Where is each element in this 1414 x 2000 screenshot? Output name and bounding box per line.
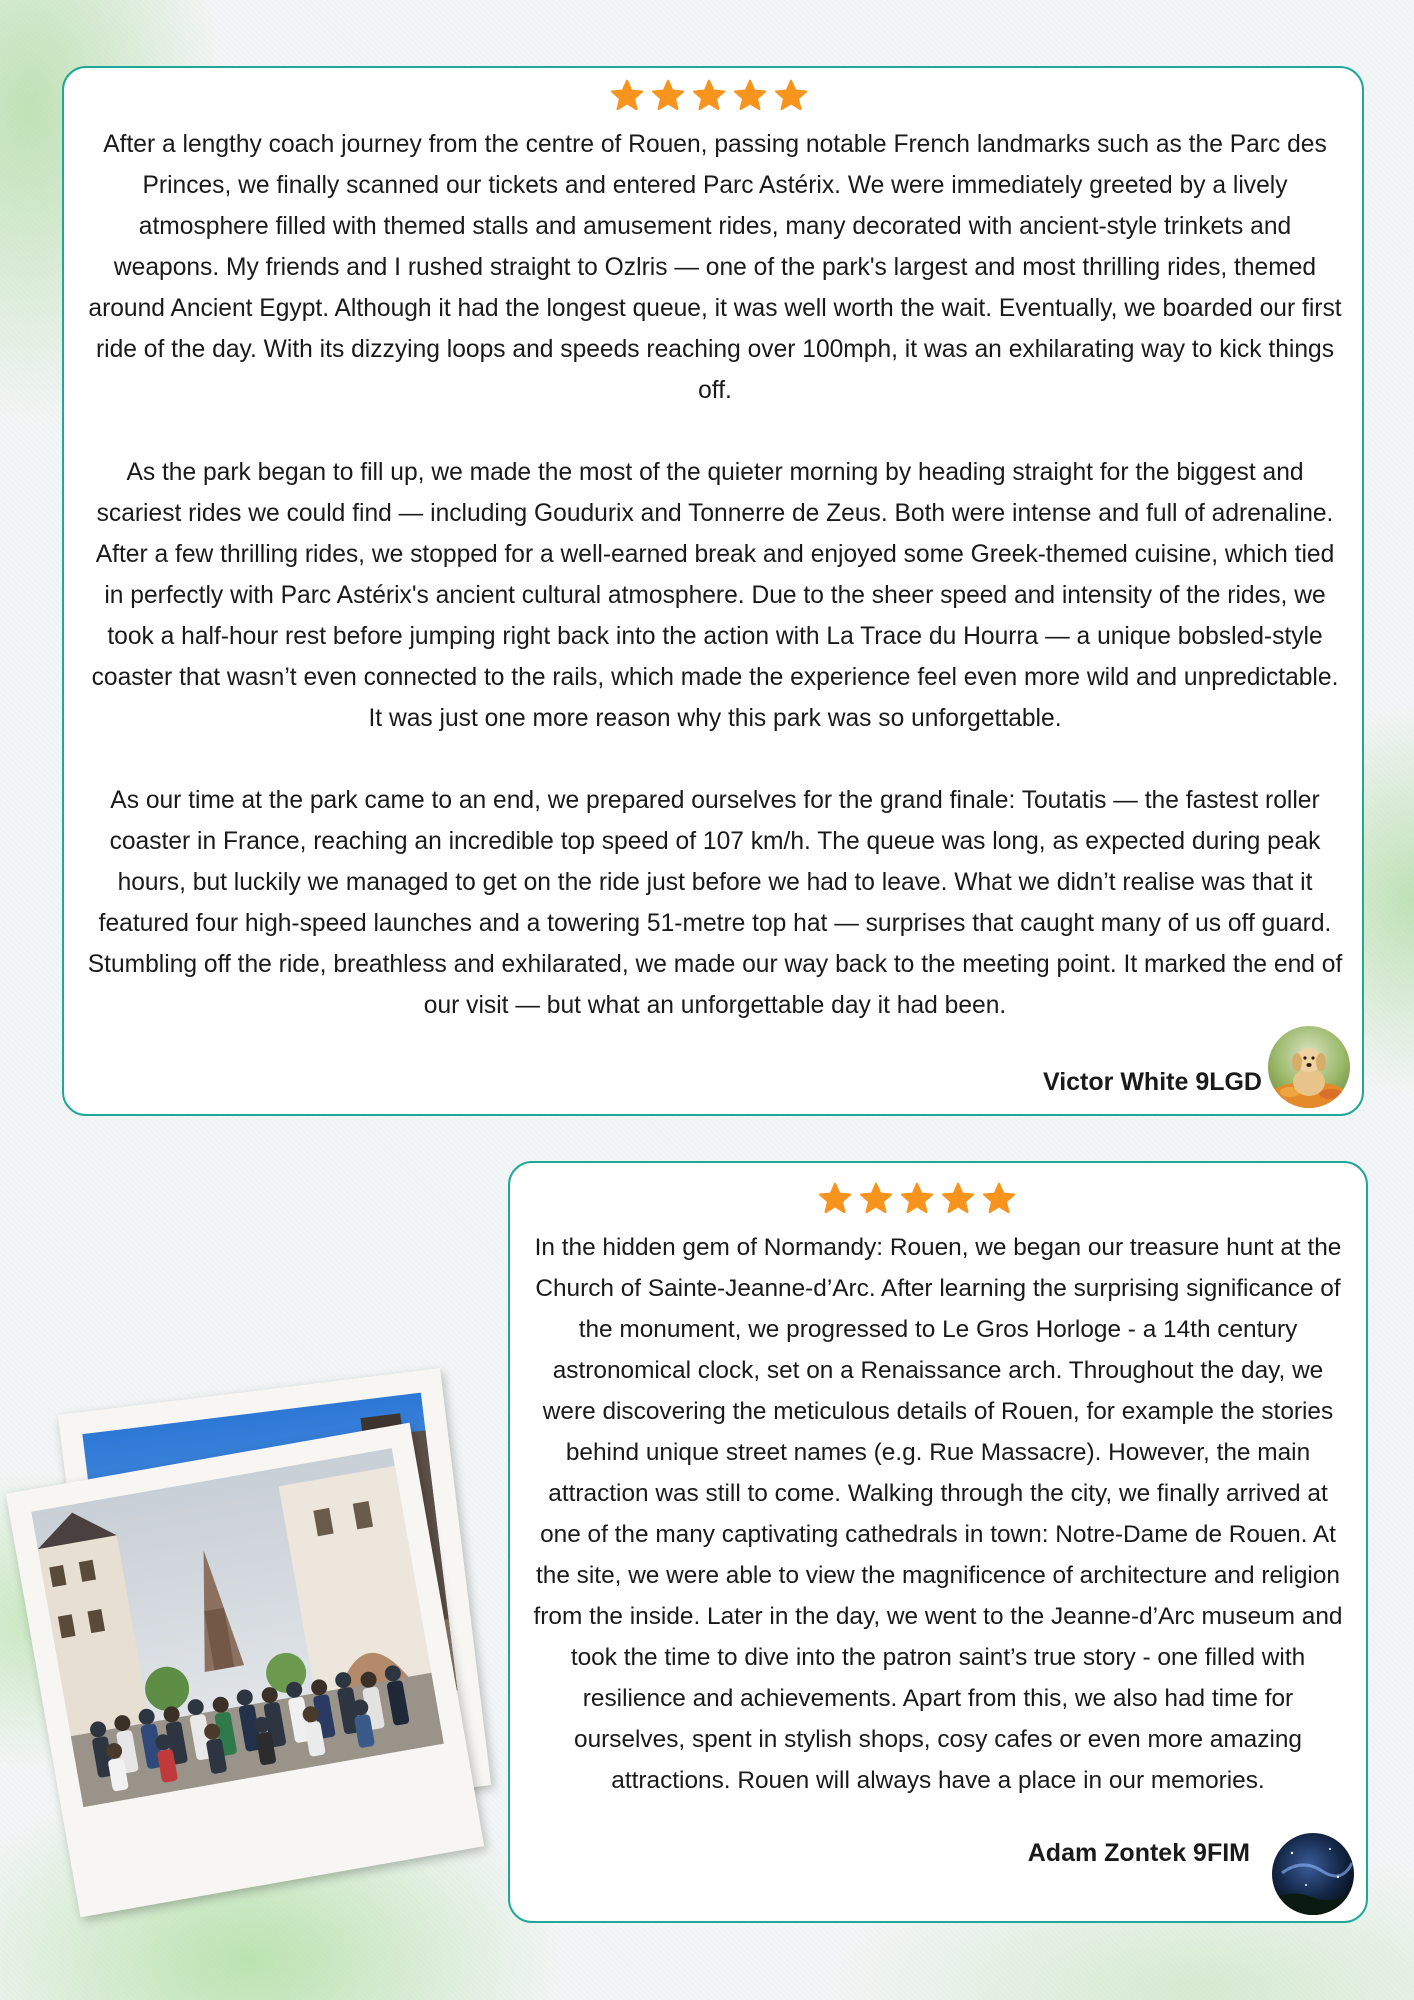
review-author: Victor White 9LGD [1042,1068,1262,1096]
avatar [1268,1026,1350,1108]
star-icon [817,1181,853,1217]
review-paragraph: As our time at the park came to an end, we prepared ourselves for the grand finale: Toutatis — the fastest roller coaster in France, reaching an incredible top speed of 107 km/h. The queue was long, as expected during peak hours, but luckily we managed to get on the ride just before we had to leave. What we didn’t realise was that it featured four high-speed launches and a towering 51-metre top hat — surprises that caught many of us off guard. Stumbling off the ride, breathless and exhilarated, we made our way back to the meeting point. It marked the end of our visit — but what an unforgettable day it had been. [87,787,1343,1019]
star-icon [732,78,768,114]
photo-polaroid-group [6,1423,484,1918]
review-paragraph: As the park began to fill up, we made the most of the quieter morning by heading straight for the biggest and scariest rides we could find — including Goudurix and Tonnerre de Zeus. Both were intense and full of adrenaline. After a few thrilling rides, we stopped for a well-earned break and enjoyed some Greek-themed cuisine, which tied in perfectly with Parc Astérix's ancient cultural atmosphere. Due to the sheer speed and intensity of the rides, we took a half-hour rest before jumping right back into the action with La Trace du Hourra — a unique bobsled-style coaster that wasn’t even connected to the rails, which made the experience feel even more wild and unpredictable. It was just one more reason why this park was so unforgettable. [91,459,1339,732]
star-icon [650,78,686,114]
review-paragraph: After a lengthy coach journey from the centre of Rouen, passing notable French landmarks such as the Parc des Princes, we finally scanned our tickets and entered Parc Astérix. We were immediately greeted by a lively atmosphere filled with themed stalls and amusement rides, many decorated with ancient-style trinkets and weapons. My friends and I rushed straight to Ozlris — one of the park's largest and most thrilling rides, themed around Ancient Egypt. Although it had the longest queue, it was well worth the wait. Eventually, we boarded our first ride of the day. With its dizzying loops and speeds reaching over 100mph, it was an exhilarating way to kick things off. [88,131,1342,404]
review-text [86,124,1344,1026]
star-icon [981,1181,1017,1217]
rating-stars [609,78,809,114]
review-author: Adam Zontek 9FIM [1027,1839,1250,1867]
avatar [1272,1833,1354,1915]
review-card-1 [62,66,1364,1116]
star-icon [609,78,645,114]
rating-stars [817,1181,1017,1217]
star-icon [858,1181,894,1217]
star-icon [899,1181,935,1217]
review-paragraph: In the hidden gem of Normandy: Rouen, we began our treasure hunt at the Church of Sainte-Jeanne-d’Arc. After learning the surprising significance of the monument, we progressed to Le Gros Horloge - a 14th century astronomical clock, set on a Renaissance arch. Throughout the day, we were discovering the meticulous details of Rouen, for example the stories behind unique street names (e.g. Rue Massacre). However, the main attraction was still to come. Walking through the city, we finally arrived at one of the many captivating cathedrals in town: Notre-Dame de Rouen. At the site, we were able to view the magnificence of architecture and religion from the inside. Later in the day, we went to the Jeanne-d’Arc museum and took the time to dive into the patron saint’s true story - one filled with resilience and achievements. Apart from this, we also had time for ourselves, spent in stylish shops, cosy cafes or even more amazing attractions. Rouen will always have a place in our memories. [533,1234,1343,1794]
star-icon [691,78,727,114]
star-icon [940,1181,976,1217]
star-icon [773,78,809,114]
review-card-2 [508,1161,1368,1923]
review-text [528,1227,1348,1801]
